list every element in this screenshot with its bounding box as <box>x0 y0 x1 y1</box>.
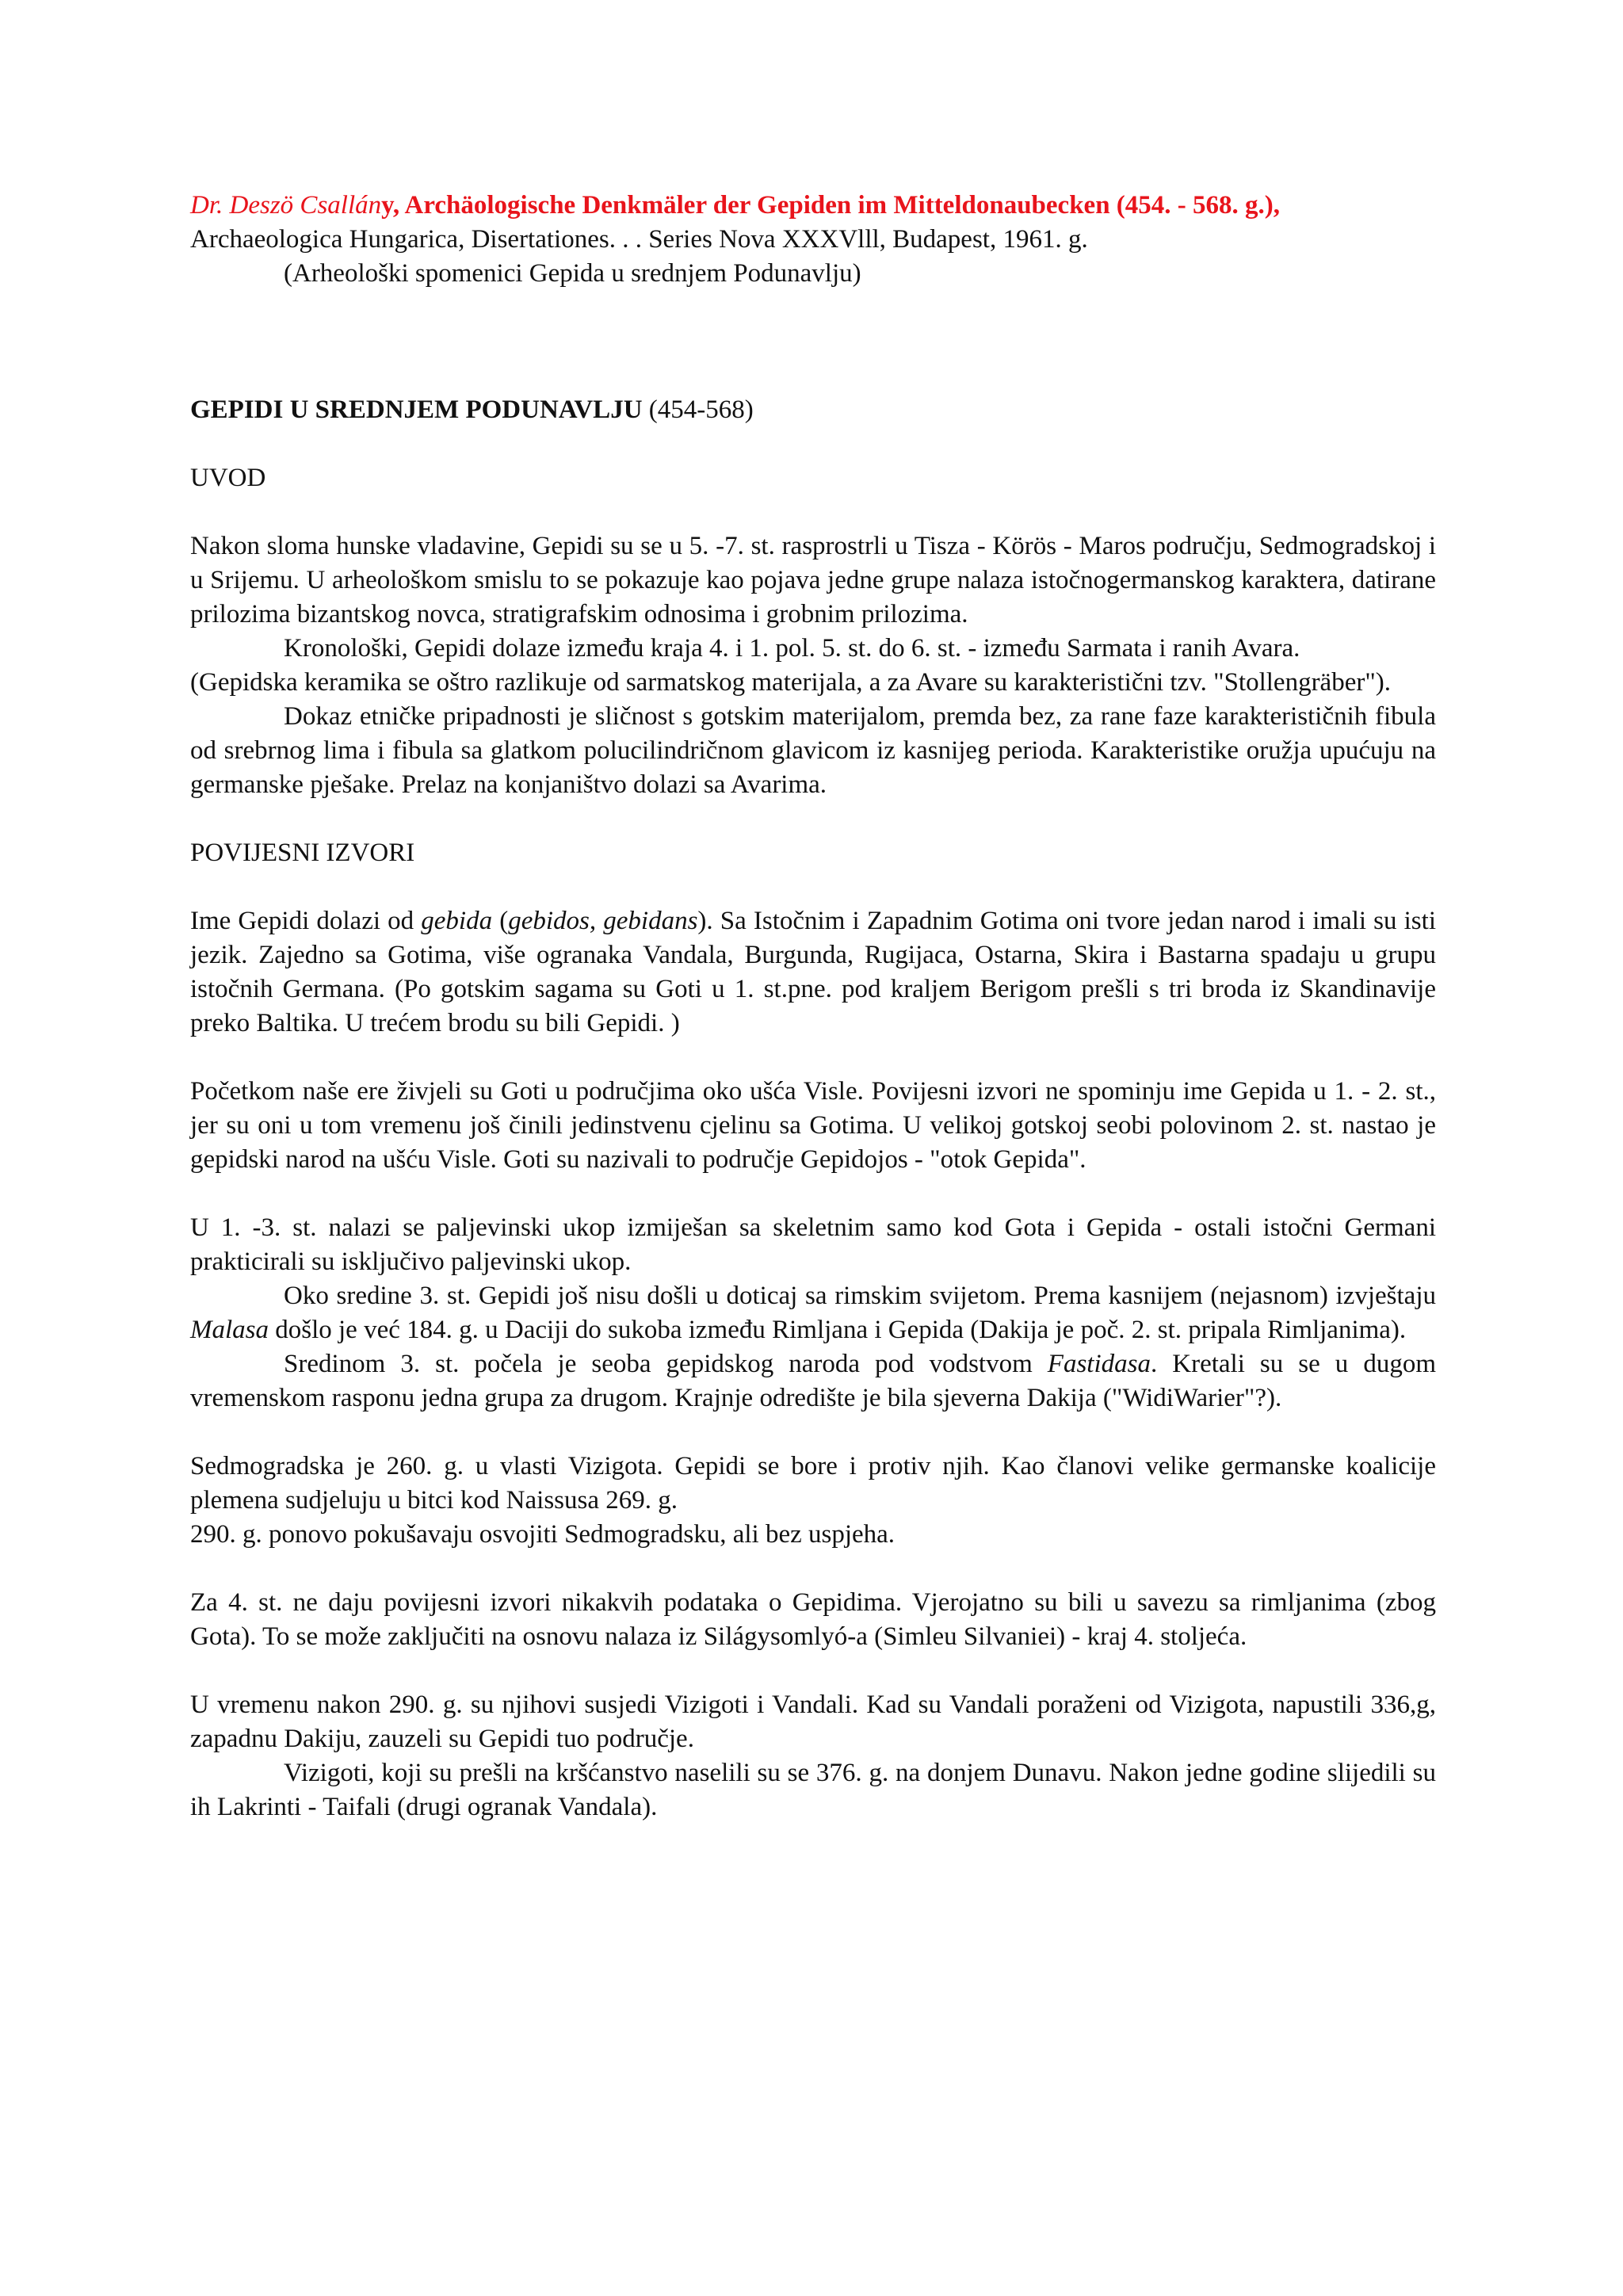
paragraph: Dokaz etničke pripadnosti je sličnost s gotskim materijalom, premda bez, za rane faze karakterističnih fibula od srebrnog lima i fibula sa glatkom polucilindričnom glavicom iz kasnijeg perioda. Karakteristike oružja upućuju na germanske pješake. Prelaz na konjaništvo dolazi sa Avarima. <box>190 702 1436 799</box>
reference-series: Archaeologica Hungarica, Disertationes. . . Series Nova XXXVlll, Budapest, 1961. g. <box>190 225 1088 254</box>
spacer <box>190 291 1436 359</box>
paragraph: U vremenu nakon 290. g. su njihovi susjedi Vizigoti i Vandali. Kad su Vandali poraženi od Vizigota, napustili 336,g, zapadnu Dakiju, zauzeli su Gepidi tuo područje. <box>190 1690 1436 1753</box>
paragraph: Oko sredine 3. st. Gepidi još nisu došli u doticaj sa rimskim svijetom. Prema kasnijem (nejasnom) izvještaju Malasa došlo je već 184. g. u Daciji do sukoba između Rimljana i Gepida (Dakija je poč. 2. st. pripala Rimljanima). <box>190 1282 1436 1344</box>
paragraph: Kronološki, Gepidi dolaze između kraja 4. i 1. pol. 5. st. do 6. st. - između Sarmata i ranih Avara. <box>284 634 1300 663</box>
spacer <box>190 1041 1436 1075</box>
paragraph: Sredinom 3. st. počela je seoba gepidskog naroda pod vodstvom Fastidasa. Kretali su se u dugom vremenskom rasponu jedna grupa za drugom. Krajnje odredište je bila sjeverna Dakija ("WidiWarier"?). <box>190 1350 1436 1412</box>
section-heading-uvod: UVOD <box>190 464 266 492</box>
spacer <box>190 802 1436 836</box>
spacer <box>190 870 1436 904</box>
paragraph: U 1. -3. st. nalazi se paljevinski ukop izmiješan sa skeletnim samo kod Gota i Gepida - ostali istočni Germani prakticirali su isključivo paljevinski ukop. <box>190 1213 1436 1276</box>
paragraph: (Gepidska keramika se oštro razlikuje od sarmatskog materijala, a za Avare su karakteristični tzv. "Stollengräber"). <box>190 668 1392 697</box>
reference-translation: (Arheološki spomenici Gepida u srednjem Podunavlju) <box>284 259 861 288</box>
spacer <box>190 427 1436 461</box>
paragraph: Nakon sloma hunske vladavine, Gepidi su se u 5. -7. st. rasprostrli u Tisza - Körös - Maros području, Sedmogradskoj i u Srijemu. U arheološkom smislu to se pokazuje kao pojava jedne grupe nalaza istočnogermanskog karaktera, datirane prilozima bizantskog novca, stratigrafskim odnosima i grobnim prilozima. <box>190 532 1436 628</box>
main-heading: GEPIDI U SREDNJEM PODUNAVLJU (454-568) <box>190 395 754 424</box>
spacer <box>190 1177 1436 1211</box>
spacer <box>190 1654 1436 1688</box>
section-heading-izvori: POVIJESNI IZVORI <box>190 839 415 867</box>
paragraph: 290. g. ponovo pokušavaju osvojiti Sedmogradsku, ali bez uspjeha. <box>190 1520 896 1549</box>
paragraph: Sedmogradska je 260. g. u vlasti Vizigota. Gepidi se bore i protiv njih. Kao članovi velike germanske koalicije plemena sudjeluju u bitci kod Naissusa 269. g. <box>190 1452 1436 1515</box>
spacer <box>190 359 1436 393</box>
bibliographic-reference <box>190 189 1436 291</box>
paragraph: Ime Gepidi dolazi od gebida (gebidos, gebidans). Sa Istočnim i Zapadnim Gotima oni tvore jedan narod i imali su isti jezik. Zajedno sa Gotima, više ogranaka Vandala, Burgunda, Rugijaca, Ostarna, Skira i Bastarna spadaju u grupu istočnih Germana. (Po gotskim sagama su Goti u 1. st.pne. pod kraljem Berigom prešli s tri broda iz Skandinavije preko Baltika. U trećem brodu su bili Gepidi. ) <box>190 907 1436 1037</box>
reference-title: Dr. Deszö Csallány, Archäologische Denkmäler der Gepiden im Mitteldonaubecken (454. - 568. g.), <box>190 191 1281 220</box>
spacer <box>190 1552 1436 1586</box>
spacer <box>190 495 1436 529</box>
paragraph: Početkom naše ere živjeli su Goti u područjima oko ušća Visle. Povijesni izvori ne spominju ime Gepida u 1. - 2. st., jer su oni u tom vremenu još činili jedinstvenu cjelinu sa Gotima. U velikoj gotskoj seobi polovinom 2. st. nastao je gepidski narod na ušću Visle. Goti su nazivali to područje Gepidojos - "otok Gepida". <box>190 1077 1436 1174</box>
paragraph: Za 4. st. ne daju povijesni izvori nikakvih podataka o Gepidima. Vjerojatno su bili u savezu sa rimljanima (zbog Gota). To se može zaključiti na osnovu nalaza iz Silágysomlyó-a (Simleu Silvaniei) - kraj 4. stoljeća. <box>190 1588 1436 1651</box>
paragraph: Vizigoti, koji su prešli na kršćanstvo naselili su se 376. g. na donjem Dunavu. Nakon jedne godine slijedili su ih Lakrinti - Taifali (drugi ogranak Vandala). <box>190 1759 1436 1821</box>
reference-author: Dr. Deszö Csallán <box>190 191 382 220</box>
spacer <box>190 1415 1436 1450</box>
